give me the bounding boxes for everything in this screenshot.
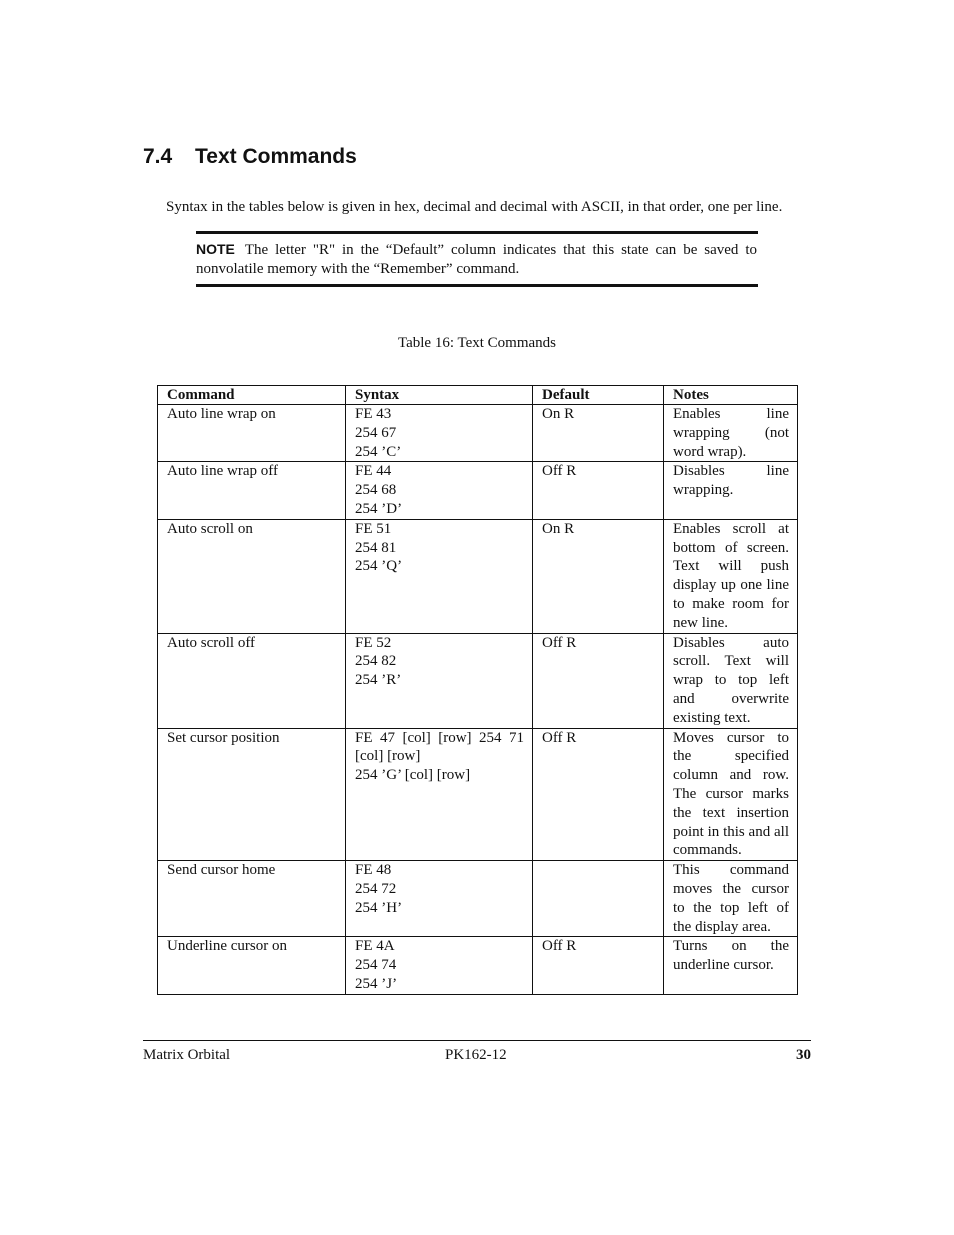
note-label: NOTE <box>196 241 235 257</box>
default-cell: Off R <box>533 462 664 519</box>
syntax-line: 254 82 <box>355 653 397 670</box>
table-row <box>158 633 798 728</box>
notes-cell: Disables auto scroll. Text will wrap to top left and overwrite existing text. <box>664 633 798 728</box>
section-title: Text Commands <box>195 145 357 168</box>
syntax-cell <box>346 728 533 861</box>
syntax-cell <box>346 405 533 462</box>
table-header-row <box>158 386 798 405</box>
table-row <box>158 728 798 861</box>
table-row <box>158 519 798 633</box>
notes-cell: This command moves the cursor to the top left of the display area. <box>664 861 798 937</box>
default-cell: On R <box>533 519 664 633</box>
syntax-cell <box>346 861 533 937</box>
default-cell: Off R <box>533 728 664 861</box>
footer-model: PK162-12 <box>445 1047 507 1063</box>
notes-cell: Enables line wrapping (not word wrap). <box>664 405 798 462</box>
command-cell: Auto line wrap on <box>158 405 346 462</box>
syntax-line: 254 ’H’ <box>355 899 403 916</box>
syntax-line: FE 44 <box>355 463 392 480</box>
syntax-cell <box>346 937 533 994</box>
page-number: 30 <box>796 1047 811 1063</box>
syntax-cell <box>346 462 533 519</box>
intro-paragraph: Syntax in the tables below is given in hex, decimal and decimal with ASCII, in that order, one per line. <box>166 199 783 215</box>
page-footer <box>143 1040 811 1069</box>
notes-cell: Enables scroll at bottom of screen. Text will push display up one line to make room for new line. <box>664 519 798 633</box>
header-default: Default <box>533 386 664 405</box>
default-cell: On R <box>533 405 664 462</box>
syntax-line: 254 68 <box>355 482 397 499</box>
section-number: 7.4 <box>143 145 173 168</box>
syntax-line: FE 4A <box>355 938 395 955</box>
syntax-cell <box>346 519 533 633</box>
note-box <box>196 231 758 287</box>
command-cell: Auto line wrap off <box>158 462 346 519</box>
section-heading <box>143 143 357 171</box>
command-cell: Auto scroll on <box>158 519 346 633</box>
table-row <box>158 462 798 519</box>
syntax-cell <box>346 633 533 728</box>
command-cell: Send cursor home <box>158 861 346 937</box>
table-row <box>158 937 798 994</box>
syntax-line: FE 51 <box>355 520 392 537</box>
note-body: The letter "R" in the “Default” column indicates that this state can be saved to nonvolatile memory with the “Remember” command. <box>196 242 757 277</box>
syntax-line: FE 48 <box>355 862 392 879</box>
default-cell: Off R <box>533 937 664 994</box>
command-cell: Auto scroll off <box>158 633 346 728</box>
syntax-line: 254 ’D’ <box>355 500 403 517</box>
command-cell: Set cursor position <box>158 728 346 861</box>
header-syntax: Syntax <box>346 386 533 405</box>
notes-cell: Disables line wrapping. <box>664 462 798 519</box>
syntax-line: 254 74 <box>355 957 397 974</box>
notes-cell: Turns on the underline cursor. <box>664 937 798 994</box>
syntax-line: 254 81 <box>355 539 397 556</box>
default-cell <box>533 861 664 937</box>
notes-cell: Moves cursor to the specified column and row. The cursor marks the text insertion point in this and all commands. <box>664 728 798 861</box>
syntax-line: 254 67 <box>355 424 397 441</box>
command-cell: Underline cursor on <box>158 937 346 994</box>
syntax-line: 254 ’J’ <box>355 975 398 992</box>
note-text <box>196 240 757 279</box>
table-row <box>158 861 798 937</box>
syntax-line: 254 ’Q’ <box>355 558 403 575</box>
text-commands-table <box>157 385 798 995</box>
syntax-line: FE 43 <box>355 406 392 422</box>
syntax-line: 254 ’G’ [col] [row] <box>355 767 471 784</box>
syntax-line: 254 72 <box>355 880 397 897</box>
syntax-line: FE 52 <box>355 634 392 651</box>
syntax-line: 254 ’C’ <box>355 443 402 460</box>
header-command: Command <box>158 386 346 405</box>
table-caption: Table 16: Text Commands <box>397 335 557 351</box>
header-notes: Notes <box>664 386 798 405</box>
syntax-line: FE 47 [col] [row] 254 71 [col] [row] <box>355 729 524 765</box>
table-row <box>158 405 798 462</box>
footer-company: Matrix Orbital <box>143 1047 231 1063</box>
default-cell: Off R <box>533 633 664 728</box>
syntax-line: 254 ’R’ <box>355 672 402 689</box>
